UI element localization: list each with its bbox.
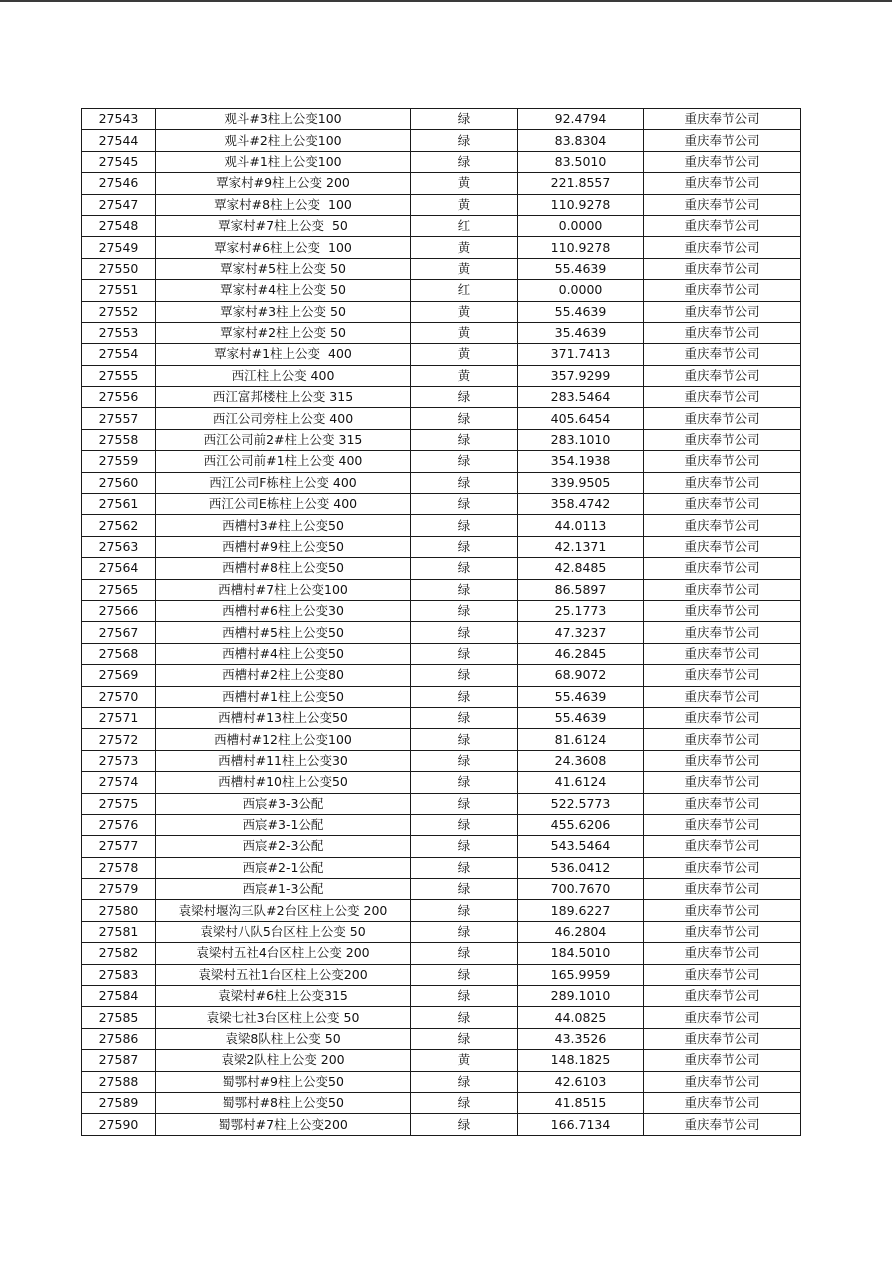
company-cell: 重庆奉节公司 [644,344,801,365]
table-row [82,215,801,236]
load-value-cell: 522.5773 [518,793,644,814]
status-color-cell: 绿 [411,964,518,985]
row-id-cell: 27559 [82,451,156,472]
load-value-cell: 148.1825 [518,1050,644,1071]
row-id-cell: 27581 [82,921,156,942]
table-row [82,151,801,172]
row-id-cell: 27577 [82,836,156,857]
status-color-cell: 绿 [411,408,518,429]
company-cell: 重庆奉节公司 [644,750,801,771]
status-color-cell: 绿 [411,536,518,557]
table-row [82,579,801,600]
company-cell: 重庆奉节公司 [644,451,801,472]
company-cell: 重庆奉节公司 [644,643,801,664]
transformer-name-cell: 西槽村#9柱上公变50 [156,536,411,557]
row-id-cell: 27584 [82,986,156,1007]
transformer-name-cell: 西江公司前#1柱上公变 400 [156,451,411,472]
company-cell: 重庆奉节公司 [644,322,801,343]
load-value-cell: 46.2845 [518,643,644,664]
transformer-name-cell: 观斗#2柱上公变100 [156,130,411,151]
status-color-cell: 绿 [411,686,518,707]
table-row [82,665,801,686]
row-id-cell: 27560 [82,472,156,493]
row-id-cell: 27590 [82,1114,156,1135]
transformer-name-cell: 西槽村#2柱上公变80 [156,665,411,686]
table-row [82,986,801,1007]
company-cell: 重庆奉节公司 [644,258,801,279]
load-value-cell: 44.0825 [518,1007,644,1028]
table-row [82,536,801,557]
transformer-name-cell: 袁梁村五社4台区柱上公变 200 [156,943,411,964]
load-value-cell: 47.3237 [518,622,644,643]
table-row [82,772,801,793]
row-id-cell: 27572 [82,729,156,750]
status-color-cell: 绿 [411,387,518,408]
transformer-name-cell: 西江公司旁柱上公变 400 [156,408,411,429]
table-row [82,1071,801,1092]
table-row [82,301,801,322]
row-id-cell: 27562 [82,515,156,536]
table-row [82,194,801,215]
row-id-cell: 27570 [82,686,156,707]
company-cell: 重庆奉节公司 [644,879,801,900]
status-color-cell: 绿 [411,1092,518,1113]
row-id-cell: 27569 [82,665,156,686]
table-row [82,344,801,365]
table-row [82,451,801,472]
transformer-name-cell: 西江公司E栋柱上公变 400 [156,494,411,515]
load-value-cell: 184.5010 [518,943,644,964]
transformer-name-cell: 蜀鄂村#8柱上公变50 [156,1092,411,1113]
load-value-cell: 41.6124 [518,772,644,793]
load-value-cell: 41.8515 [518,1092,644,1113]
status-color-cell: 绿 [411,986,518,1007]
row-id-cell: 27573 [82,750,156,771]
load-value-cell: 55.4639 [518,301,644,322]
table-row [82,793,801,814]
row-id-cell: 27555 [82,365,156,386]
load-value-cell: 536.0412 [518,857,644,878]
status-color-cell: 绿 [411,494,518,515]
table-row [82,686,801,707]
row-id-cell: 27553 [82,322,156,343]
table-row [82,750,801,771]
company-cell: 重庆奉节公司 [644,964,801,985]
status-color-cell: 黄 [411,322,518,343]
table-row [82,472,801,493]
table-row [82,1114,801,1135]
company-cell: 重庆奉节公司 [644,494,801,515]
status-color-cell: 绿 [411,579,518,600]
transformer-name-cell: 西槽村#10柱上公变50 [156,772,411,793]
table-row [82,109,801,130]
row-id-cell: 27578 [82,857,156,878]
transformer-name-cell: 覃家村#5柱上公变 50 [156,258,411,279]
status-color-cell: 绿 [411,814,518,835]
company-cell: 重庆奉节公司 [644,579,801,600]
status-color-cell: 绿 [411,943,518,964]
load-value-cell: 83.5010 [518,151,644,172]
table-row [82,943,801,964]
status-color-cell: 绿 [411,665,518,686]
transformer-name-cell: 覃家村#9柱上公变 200 [156,173,411,194]
load-value-cell: 46.2804 [518,921,644,942]
table-row [82,1007,801,1028]
load-value-cell: 283.1010 [518,429,644,450]
company-cell: 重庆奉节公司 [644,793,801,814]
load-value-cell: 35.4639 [518,322,644,343]
table-body [82,109,801,1136]
company-cell: 重庆奉节公司 [644,729,801,750]
row-id-cell: 27583 [82,964,156,985]
status-color-cell: 绿 [411,900,518,921]
table-row [82,322,801,343]
transformer-name-cell: 西槽村#13柱上公变50 [156,707,411,728]
status-color-cell: 黄 [411,344,518,365]
row-id-cell: 27588 [82,1071,156,1092]
company-cell: 重庆奉节公司 [644,536,801,557]
status-color-cell: 黄 [411,194,518,215]
load-value-cell: 0.0000 [518,280,644,301]
transformer-name-cell: 西江富邦楼柱上公变 315 [156,387,411,408]
company-cell: 重庆奉节公司 [644,921,801,942]
row-id-cell: 27566 [82,600,156,621]
company-cell: 重庆奉节公司 [644,365,801,386]
load-value-cell: 358.4742 [518,494,644,515]
company-cell: 重庆奉节公司 [644,237,801,258]
status-color-cell: 绿 [411,836,518,857]
transformer-name-cell: 西宸#3-3公配 [156,793,411,814]
table-row [82,921,801,942]
transformer-name-cell: 袁梁村八队5台区柱上公变 50 [156,921,411,942]
transformer-name-cell: 西槽村#11柱上公变30 [156,750,411,771]
table-row [82,173,801,194]
status-color-cell: 绿 [411,130,518,151]
transformer-name-cell: 覃家村#3柱上公变 50 [156,301,411,322]
load-value-cell: 44.0113 [518,515,644,536]
row-id-cell: 27550 [82,258,156,279]
table-row [82,258,801,279]
company-cell: 重庆奉节公司 [644,408,801,429]
company-cell: 重庆奉节公司 [644,900,801,921]
company-cell: 重庆奉节公司 [644,387,801,408]
row-id-cell: 27544 [82,130,156,151]
table-row [82,494,801,515]
row-id-cell: 27546 [82,173,156,194]
table-row [82,387,801,408]
table-row [82,408,801,429]
row-id-cell: 27582 [82,943,156,964]
transformer-name-cell: 西槽村#7柱上公变100 [156,579,411,600]
load-value-cell: 55.4639 [518,258,644,279]
transformer-name-cell: 西槽村#1柱上公变50 [156,686,411,707]
transformer-name-cell: 西江公司前2#柱上公变 315 [156,429,411,450]
load-value-cell: 110.9278 [518,194,644,215]
load-value-cell: 371.7413 [518,344,644,365]
table-row [82,429,801,450]
transformer-name-cell: 西江柱上公变 400 [156,365,411,386]
load-value-cell: 83.8304 [518,130,644,151]
load-value-cell: 543.5464 [518,836,644,857]
company-cell: 重庆奉节公司 [644,600,801,621]
company-cell: 重庆奉节公司 [644,986,801,1007]
load-value-cell: 81.6124 [518,729,644,750]
transformer-name-cell: 袁梁2队柱上公变 200 [156,1050,411,1071]
row-id-cell: 27589 [82,1092,156,1113]
transformer-name-cell: 覃家村#2柱上公变 50 [156,322,411,343]
row-id-cell: 27571 [82,707,156,728]
table-row [82,365,801,386]
load-value-cell: 289.1010 [518,986,644,1007]
status-color-cell: 绿 [411,643,518,664]
company-cell: 重庆奉节公司 [644,280,801,301]
status-color-cell: 绿 [411,921,518,942]
status-color-cell: 绿 [411,151,518,172]
company-cell: 重庆奉节公司 [644,1071,801,1092]
row-id-cell: 27567 [82,622,156,643]
status-color-cell: 绿 [411,515,518,536]
status-color-cell: 绿 [411,109,518,130]
load-value-cell: 339.9505 [518,472,644,493]
transformer-name-cell: 覃家村#7柱上公变 50 [156,215,411,236]
transformer-name-cell: 西宸#1-3公配 [156,879,411,900]
transformer-name-cell: 蜀鄂村#9柱上公变50 [156,1071,411,1092]
load-value-cell: 43.3526 [518,1028,644,1049]
company-cell: 重庆奉节公司 [644,558,801,579]
table-row [82,130,801,151]
company-cell: 重庆奉节公司 [644,857,801,878]
load-value-cell: 455.6206 [518,814,644,835]
table-row [82,237,801,258]
load-value-cell: 68.9072 [518,665,644,686]
transformer-name-cell: 西槽村#4柱上公变50 [156,643,411,664]
transformer-name-cell: 西江公司F栋柱上公变 400 [156,472,411,493]
load-value-cell: 700.7670 [518,879,644,900]
transformer-name-cell: 袁梁村堰沟三队#2台区柱上公变 200 [156,900,411,921]
row-id-cell: 27551 [82,280,156,301]
load-value-cell: 42.1371 [518,536,644,557]
transformer-name-cell: 西宸#3-1公配 [156,814,411,835]
company-cell: 重庆奉节公司 [644,215,801,236]
transformer-name-cell: 覃家村#8柱上公变 100 [156,194,411,215]
row-id-cell: 27575 [82,793,156,814]
load-value-cell: 221.8557 [518,173,644,194]
company-cell: 重庆奉节公司 [644,151,801,172]
row-id-cell: 27586 [82,1028,156,1049]
company-cell: 重庆奉节公司 [644,707,801,728]
status-color-cell: 绿 [411,729,518,750]
row-id-cell: 27558 [82,429,156,450]
table-row [82,1028,801,1049]
status-color-cell: 绿 [411,1071,518,1092]
transformer-name-cell: 西槽村#8柱上公变50 [156,558,411,579]
load-value-cell: 357.9299 [518,365,644,386]
transformer-name-cell: 西槽村#6柱上公变30 [156,600,411,621]
load-value-cell: 165.9959 [518,964,644,985]
transformer-name-cell: 西宸#2-3公配 [156,836,411,857]
company-cell: 重庆奉节公司 [644,814,801,835]
company-cell: 重庆奉节公司 [644,429,801,450]
row-id-cell: 27563 [82,536,156,557]
status-color-cell: 绿 [411,451,518,472]
company-cell: 重庆奉节公司 [644,194,801,215]
transformer-name-cell: 西槽村#5柱上公变50 [156,622,411,643]
company-cell: 重庆奉节公司 [644,665,801,686]
company-cell: 重庆奉节公司 [644,109,801,130]
transformer-name-cell: 袁梁8队柱上公变 50 [156,1028,411,1049]
load-value-cell: 189.6227 [518,900,644,921]
table-row [82,814,801,835]
row-id-cell: 27574 [82,772,156,793]
company-cell: 重庆奉节公司 [644,686,801,707]
table-row [82,879,801,900]
load-value-cell: 55.4639 [518,686,644,707]
load-value-cell: 166.7134 [518,1114,644,1135]
row-id-cell: 27580 [82,900,156,921]
company-cell: 重庆奉节公司 [644,772,801,793]
transformer-data-table [81,108,801,1136]
table-row [82,622,801,643]
row-id-cell: 27547 [82,194,156,215]
company-cell: 重庆奉节公司 [644,130,801,151]
load-value-cell: 283.5464 [518,387,644,408]
status-color-cell: 绿 [411,879,518,900]
load-value-cell: 354.1938 [518,451,644,472]
status-color-cell: 黄 [411,301,518,322]
row-id-cell: 27565 [82,579,156,600]
row-id-cell: 27587 [82,1050,156,1071]
load-value-cell: 55.4639 [518,707,644,728]
company-cell: 重庆奉节公司 [644,836,801,857]
transformer-name-cell: 西槽村#12柱上公变100 [156,729,411,750]
row-id-cell: 27543 [82,109,156,130]
row-id-cell: 27568 [82,643,156,664]
transformer-name-cell: 袁梁七社3台区柱上公变 50 [156,1007,411,1028]
status-color-cell: 绿 [411,600,518,621]
status-color-cell: 绿 [411,1114,518,1135]
status-color-cell: 绿 [411,558,518,579]
load-value-cell: 92.4794 [518,109,644,130]
row-id-cell: 27549 [82,237,156,258]
company-cell: 重庆奉节公司 [644,301,801,322]
row-id-cell: 27545 [82,151,156,172]
page-top-border [0,0,892,2]
table-row [82,600,801,621]
status-color-cell: 绿 [411,472,518,493]
table-row [82,729,801,750]
company-cell: 重庆奉节公司 [644,515,801,536]
table-row [82,280,801,301]
row-id-cell: 27564 [82,558,156,579]
status-color-cell: 黄 [411,237,518,258]
company-cell: 重庆奉节公司 [644,943,801,964]
load-value-cell: 42.6103 [518,1071,644,1092]
transformer-name-cell: 西宸#2-1公配 [156,857,411,878]
status-color-cell: 绿 [411,772,518,793]
row-id-cell: 27576 [82,814,156,835]
status-color-cell: 黄 [411,258,518,279]
table-row [82,900,801,921]
company-cell: 重庆奉节公司 [644,1092,801,1113]
transformer-name-cell: 袁梁村#6柱上公变315 [156,986,411,1007]
company-cell: 重庆奉节公司 [644,622,801,643]
row-id-cell: 27557 [82,408,156,429]
row-id-cell: 27556 [82,387,156,408]
transformer-name-cell: 蜀鄂村#7柱上公变200 [156,1114,411,1135]
status-color-cell: 绿 [411,1007,518,1028]
status-color-cell: 绿 [411,793,518,814]
status-color-cell: 绿 [411,750,518,771]
row-id-cell: 27552 [82,301,156,322]
load-value-cell: 86.5897 [518,579,644,600]
status-color-cell: 绿 [411,429,518,450]
status-color-cell: 黄 [411,365,518,386]
status-color-cell: 红 [411,280,518,301]
company-cell: 重庆奉节公司 [644,1028,801,1049]
status-color-cell: 绿 [411,857,518,878]
transformer-name-cell: 覃家村#4柱上公变 50 [156,280,411,301]
status-color-cell: 黄 [411,173,518,194]
table-row [82,836,801,857]
transformer-name-cell: 覃家村#6柱上公变 100 [156,237,411,258]
company-cell: 重庆奉节公司 [644,472,801,493]
transformer-name-cell: 袁梁村五社1台区柱上公变200 [156,964,411,985]
status-color-cell: 红 [411,215,518,236]
load-value-cell: 405.6454 [518,408,644,429]
table-row [82,515,801,536]
table-row [82,964,801,985]
company-cell: 重庆奉节公司 [644,1007,801,1028]
table-row [82,1092,801,1113]
table-row [82,1050,801,1071]
row-id-cell: 27585 [82,1007,156,1028]
transformer-name-cell: 观斗#3柱上公变100 [156,109,411,130]
status-color-cell: 黄 [411,1050,518,1071]
status-color-cell: 绿 [411,1028,518,1049]
row-id-cell: 27579 [82,879,156,900]
transformer-name-cell: 覃家村#1柱上公变 400 [156,344,411,365]
row-id-cell: 27554 [82,344,156,365]
table-row [82,707,801,728]
load-value-cell: 24.3608 [518,750,644,771]
load-value-cell: 110.9278 [518,237,644,258]
load-value-cell: 0.0000 [518,215,644,236]
company-cell: 重庆奉节公司 [644,173,801,194]
transformer-name-cell: 西槽村3#柱上公变50 [156,515,411,536]
table-row [82,643,801,664]
row-id-cell: 27561 [82,494,156,515]
company-cell: 重庆奉节公司 [644,1114,801,1135]
transformer-name-cell: 观斗#1柱上公变100 [156,151,411,172]
load-value-cell: 25.1773 [518,600,644,621]
status-color-cell: 绿 [411,707,518,728]
status-color-cell: 绿 [411,622,518,643]
table-row [82,857,801,878]
load-value-cell: 42.8485 [518,558,644,579]
table-row [82,558,801,579]
row-id-cell: 27548 [82,215,156,236]
company-cell: 重庆奉节公司 [644,1050,801,1071]
